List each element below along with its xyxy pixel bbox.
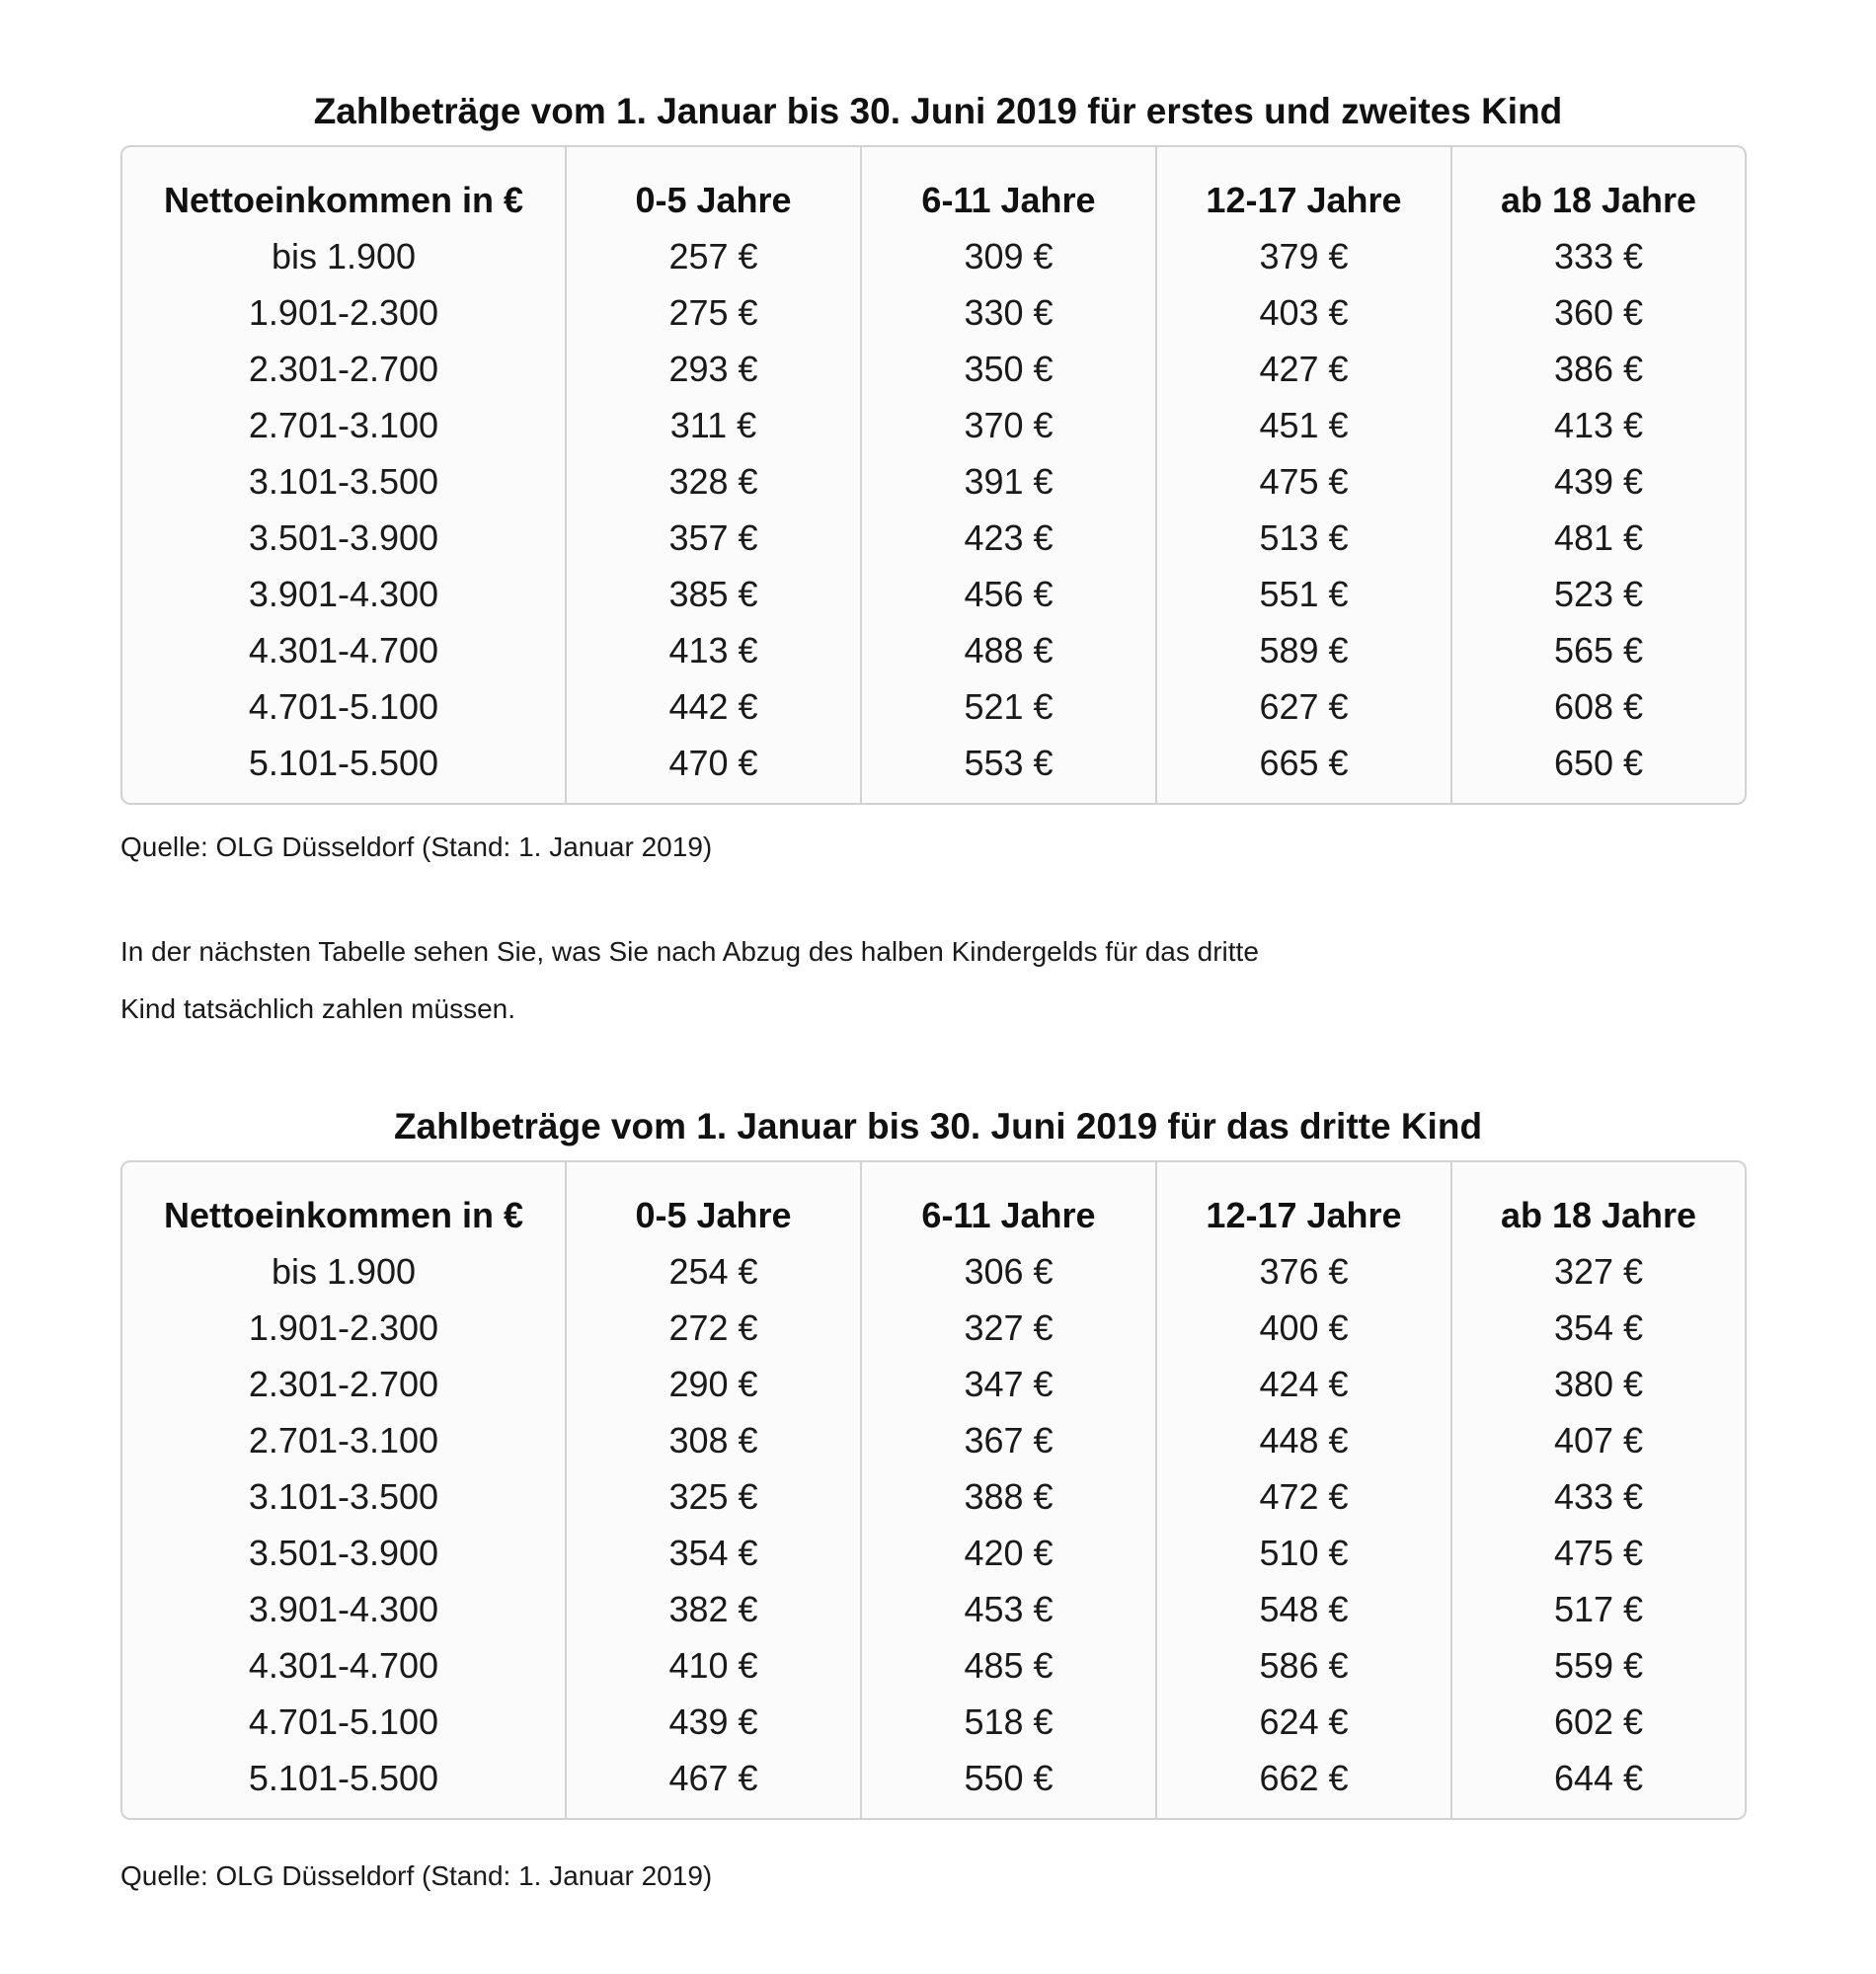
payment-table-first-second-child [120,145,1747,805]
column-header-income: Nettoeinkommen in € [163,180,524,220]
income-range-cell: 3.501-3.900 [248,517,439,558]
table-row [122,735,1745,791]
table-row [122,1356,1745,1412]
amount-cell: 350 € [861,341,1156,397]
amount-cell: 424 € [1156,1356,1451,1412]
amount-cell: 293 € [566,341,861,397]
padding-cell [1156,1806,1451,1820]
amount-cell: 380 € [1451,1356,1745,1412]
amount-cell: 420 € [861,1525,1156,1581]
amount-cell: 665 € [1156,735,1451,791]
column-divider [1450,147,1452,803]
amount-cell: 427 € [1156,341,1451,397]
column-divider [1155,147,1157,803]
amount-cell: 386 € [1451,341,1745,397]
column-header-income: Nettoeinkommen in € [163,1195,524,1235]
amount-cell: 565 € [1451,622,1745,678]
amount-cell: 510 € [1156,1525,1451,1581]
amount-cell: 388 € [861,1468,1156,1525]
table-row [122,1694,1745,1750]
payment-table-third-child [120,1160,1747,1820]
table-row [122,566,1745,622]
column-header-age-group: 6-11 Jahre [861,1187,1156,1243]
padding-cell [1156,791,1451,805]
amount-cell: 400 € [1156,1300,1451,1356]
column-header-age-group: 0-5 Jahre [566,172,861,228]
amount-cell: 453 € [861,1581,1156,1637]
table-row [122,228,1745,284]
table-header-row [122,1187,1745,1243]
income-range-cell: 1.901-2.300 [248,1307,439,1348]
amount-cell: 370 € [861,397,1156,453]
amount-cell: 327 € [1451,1243,1745,1300]
income-range-cell: 3.901-4.300 [248,1589,439,1629]
amount-cell: 608 € [1451,678,1745,735]
amount-cell: 333 € [1451,228,1745,284]
amount-cell: 485 € [861,1637,1156,1694]
table-title-third-child: Zahlbeträge vom 1. Januar bis 30. Juni 2019 für das dritte Kind [393,1105,1483,1146]
amount-cell: 448 € [1156,1412,1451,1468]
table-row [122,284,1745,341]
source-note: Quelle: OLG Düsseldorf (Stand: 1. Januar 2019) [120,1860,713,1891]
amount-cell: 410 € [566,1637,861,1694]
column-header-age-group: ab 18 Jahre [1451,172,1745,228]
income-range-cell: 4.301-4.700 [248,630,439,671]
income-range-cell: 3.901-4.300 [248,574,439,614]
source-note: Quelle: OLG Düsseldorf (Stand: 1. Januar 2019) [120,831,713,862]
table-row [122,1637,1745,1694]
amount-cell: 475 € [1451,1525,1745,1581]
column-header-age-group: 6-11 Jahre [861,172,1156,228]
paragraph-line: Kind tatsächlich zahlen müssen. [120,993,515,1024]
intro-paragraph [120,923,1503,1038]
amount-cell: 254 € [566,1243,861,1300]
amount-cell: 475 € [1156,453,1451,510]
amount-cell: 442 € [566,678,861,735]
column-divider [860,1162,862,1818]
amount-cell: 309 € [861,228,1156,284]
income-range-cell: 2.301-2.700 [248,1364,439,1404]
amount-cell: 423 € [861,510,1156,566]
table-row [122,1300,1745,1356]
column-divider [565,1162,567,1818]
amount-cell: 354 € [566,1525,861,1581]
paragraph-line: In der nächsten Tabelle sehen Sie, was Sie nach Abzug des halben Kindergelds für das dritte [120,936,1259,967]
amount-cell: 354 € [1451,1300,1745,1356]
amount-cell: 662 € [1156,1750,1451,1806]
amount-cell: 328 € [566,453,861,510]
amount-cell: 650 € [1451,735,1745,791]
column-header-age-group: 0-5 Jahre [566,1187,861,1243]
padding-cell [122,791,566,805]
amount-cell: 602 € [1451,1694,1745,1750]
amount-cell: 391 € [861,453,1156,510]
amount-cell: 272 € [566,1300,861,1356]
amount-cell: 488 € [861,622,1156,678]
amount-cell: 308 € [566,1412,861,1468]
amount-cell: 513 € [1156,510,1451,566]
table-row [122,341,1745,397]
table-title-first-second-child: Zahlbeträge vom 1. Januar bis 30. Juni 2019 für erstes und zweites Kind [313,90,1563,131]
amount-cell: 439 € [566,1694,861,1750]
padding-cell [122,1806,566,1820]
amount-cell: 379 € [1156,228,1451,284]
amount-cell: 367 € [861,1412,1156,1468]
amount-cell: 311 € [566,397,861,453]
table-row [122,1243,1745,1300]
amount-cell: 376 € [1156,1243,1451,1300]
amount-cell: 551 € [1156,566,1451,622]
income-range-cell: 3.101-3.500 [248,1476,439,1517]
amount-cell: 627 € [1156,678,1451,735]
amount-cell: 467 € [566,1750,861,1806]
income-range-cell: 5.101-5.500 [248,1758,439,1798]
table-row [122,1468,1745,1525]
income-range-cell: 4.701-5.100 [248,1701,439,1742]
table-bottom-padding [122,791,1745,805]
column-divider [565,147,567,803]
amount-cell: 559 € [1451,1637,1745,1694]
amount-cell: 257 € [566,228,861,284]
amount-cell: 644 € [1451,1750,1745,1806]
income-range-cell: 1.901-2.300 [248,292,439,333]
amount-cell: 357 € [566,510,861,566]
income-range-cell: bis 1.900 [271,1251,417,1292]
padding-cell [861,1806,1156,1820]
amount-cell: 472 € [1156,1468,1451,1525]
income-range-cell: bis 1.900 [271,236,417,276]
amount-cell: 586 € [1156,1637,1451,1694]
table-row [122,1581,1745,1637]
income-range-cell: 4.701-5.100 [248,686,439,727]
amount-cell: 550 € [861,1750,1156,1806]
column-divider [1155,1162,1157,1818]
padding-cell [1451,791,1745,805]
table-row [122,678,1745,735]
padding-cell [861,791,1156,805]
income-range-cell: 4.301-4.700 [248,1645,439,1686]
table-row [122,622,1745,678]
table-row [122,510,1745,566]
amount-cell: 327 € [861,1300,1156,1356]
amount-cell: 290 € [566,1356,861,1412]
padding-cell [1451,1806,1745,1820]
amount-cell: 413 € [1451,397,1745,453]
column-divider [1450,1162,1452,1818]
amount-cell: 306 € [861,1243,1156,1300]
amount-cell: 470 € [566,735,861,791]
amount-cell: 517 € [1451,1581,1745,1637]
table-header-row [122,172,1745,228]
padding-cell [566,791,861,805]
income-range-cell: 2.701-3.100 [248,1420,439,1461]
amount-cell: 275 € [566,284,861,341]
amount-cell: 518 € [861,1694,1156,1750]
amount-cell: 589 € [1156,622,1451,678]
table-row [122,1412,1745,1468]
amount-cell: 413 € [566,622,861,678]
amount-cell: 407 € [1451,1412,1745,1468]
amount-cell: 451 € [1156,397,1451,453]
amount-cell: 347 € [861,1356,1156,1412]
column-header-age-group: ab 18 Jahre [1451,1187,1745,1243]
amount-cell: 325 € [566,1468,861,1525]
amount-cell: 624 € [1156,1694,1451,1750]
amount-cell: 439 € [1451,453,1745,510]
column-header-age-group: 12-17 Jahre [1156,172,1451,228]
table-row [122,453,1745,510]
amount-cell: 385 € [566,566,861,622]
table-row [122,1750,1745,1806]
income-range-cell: 3.501-3.900 [248,1533,439,1573]
amount-cell: 403 € [1156,284,1451,341]
income-range-cell: 2.301-2.700 [248,349,439,389]
table-row [122,397,1745,453]
amount-cell: 548 € [1156,1581,1451,1637]
income-range-cell: 2.701-3.100 [248,405,439,445]
amount-cell: 553 € [861,735,1156,791]
table-bottom-padding [122,1806,1745,1820]
income-range-cell: 5.101-5.500 [248,743,439,783]
amount-cell: 481 € [1451,510,1745,566]
amount-cell: 433 € [1451,1468,1745,1525]
amount-cell: 456 € [861,566,1156,622]
amount-cell: 360 € [1451,284,1745,341]
amount-cell: 523 € [1451,566,1745,622]
amount-cell: 330 € [861,284,1156,341]
income-range-cell: 3.101-3.500 [248,461,439,502]
column-header-age-group: 12-17 Jahre [1156,1187,1451,1243]
amount-cell: 521 € [861,678,1156,735]
padding-cell [566,1806,861,1820]
table-row [122,1525,1745,1581]
column-divider [860,147,862,803]
amount-cell: 382 € [566,1581,861,1637]
